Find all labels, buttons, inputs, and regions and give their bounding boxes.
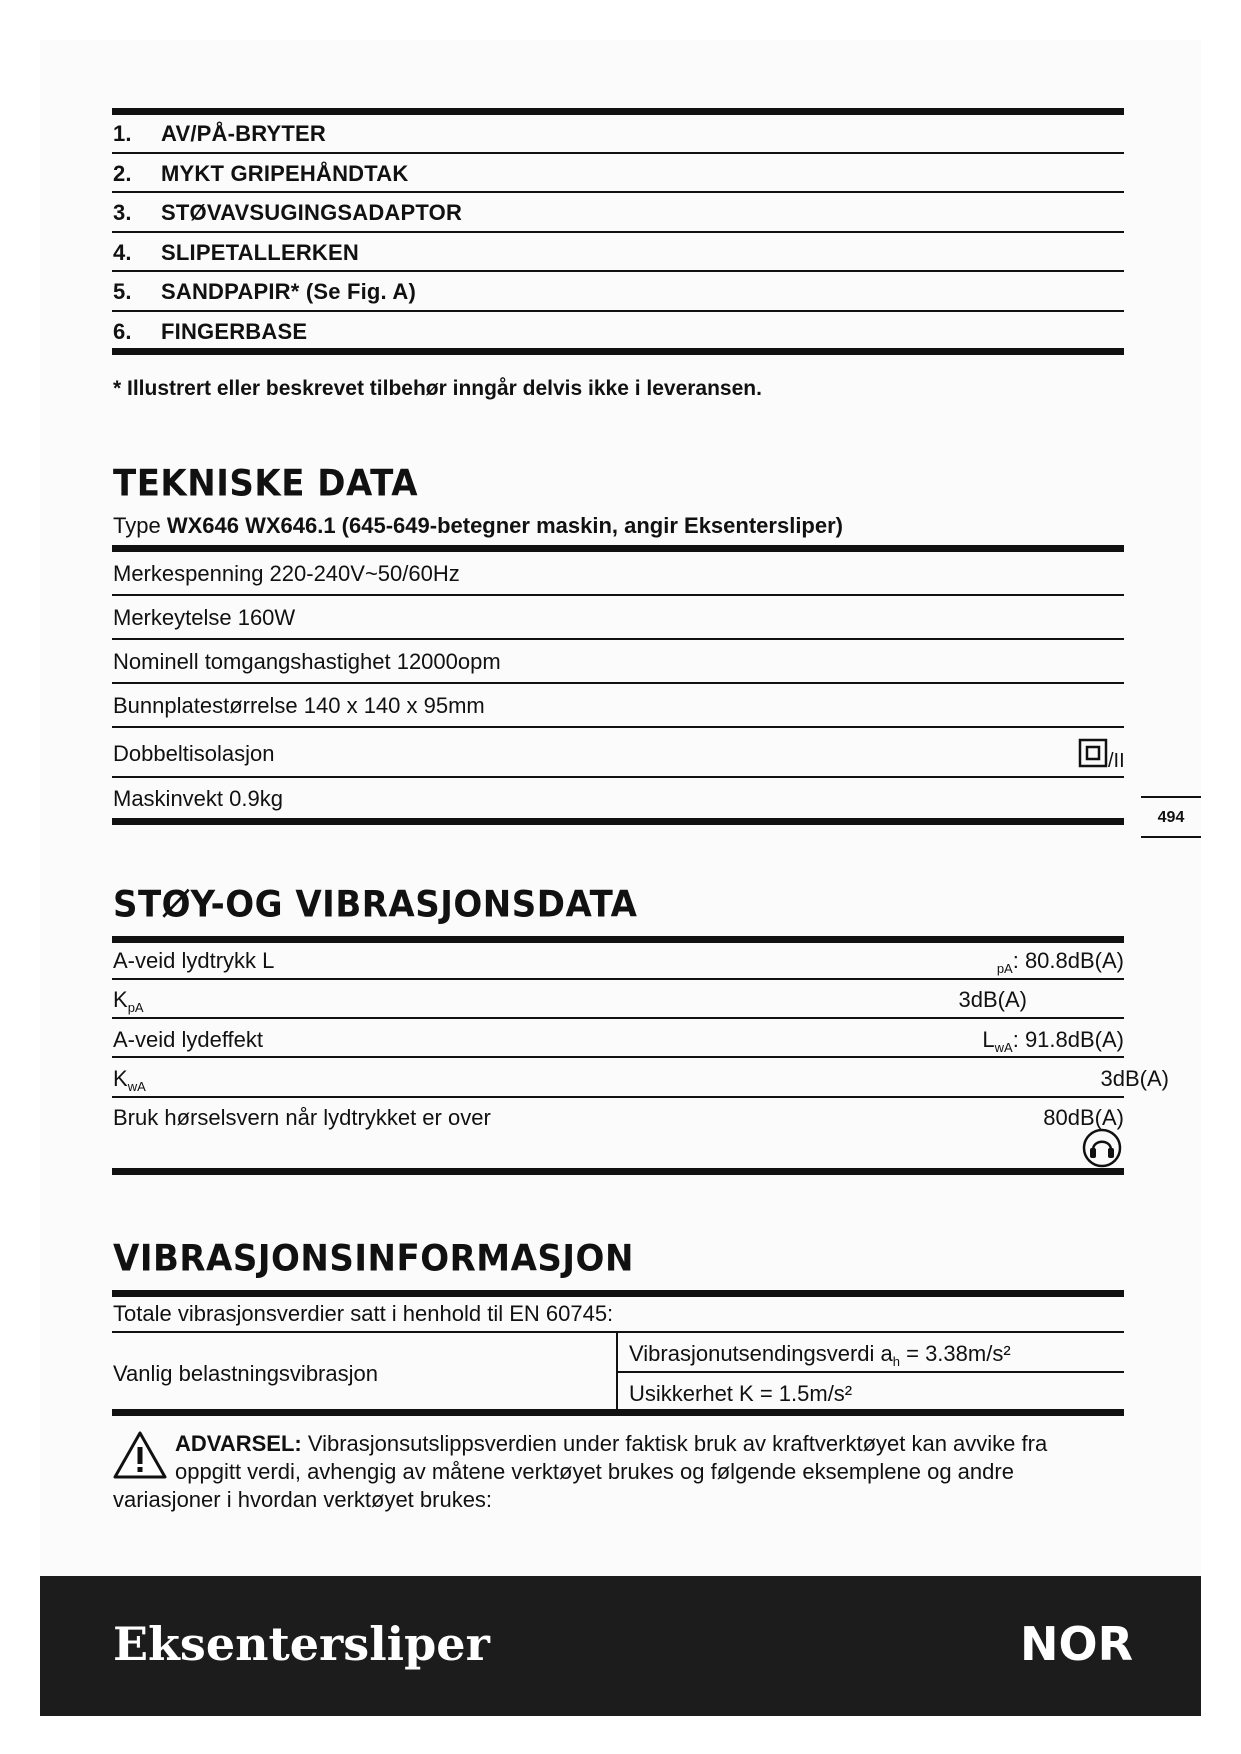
footer-bar (40, 1576, 1201, 1716)
divider (112, 1056, 1124, 1058)
warning-symbol (112, 1430, 168, 1485)
page-tab-line (1141, 836, 1201, 838)
divider (112, 1290, 1124, 1297)
divider (112, 348, 1124, 355)
divider (112, 191, 1124, 193)
kwa-label: $K_{wA}$ (113, 1066, 146, 1094)
double-insulation-class: /II (1108, 750, 1125, 772)
language-code: NOR (1019, 1617, 1133, 1671)
sound-power-label: A-veid lydeffekt (113, 1027, 264, 1052)
type-line: Type WX646 WX646.1 (645-649-betegner maskin, angir Eksentersliper) (113, 513, 843, 538)
divider (112, 776, 1124, 778)
vibration-emission-value: Vibrasjonutsendingsverdi $a_h = 3.38m/s^2$ (629, 1341, 1011, 1369)
rated-voltage: Merkespenning 220-240V~50/60Hz (113, 561, 460, 586)
divider (112, 978, 1124, 980)
divider (112, 1168, 1124, 1175)
divider (112, 818, 1124, 825)
divider (112, 231, 1124, 233)
double-insulation-symbol (1078, 738, 1108, 773)
kpa-value: 3dB(A) (958, 987, 1027, 1012)
divider (112, 152, 1124, 154)
part-item: 2. MYKT GRIPEHÅNDTAK (113, 161, 409, 186)
base-plate-size: Bunnplatestørrelse 140 x 140 x 95mm (113, 693, 485, 718)
divider (112, 545, 1124, 552)
no-load-speed: Nominell tomgangshastighet 12000opm (113, 649, 501, 674)
divider (112, 1096, 1124, 1098)
sound-pressure-value: $_{pA}$: 80.8dB(A) (996, 948, 1124, 976)
product-title: Eksentersliper (113, 1617, 490, 1671)
vibration-info-heading: VIBRASJONSINFORMASJON (113, 1237, 634, 1281)
kwa-value: 3dB(A) (1100, 1066, 1169, 1091)
divider (112, 108, 1124, 115)
machine-weight: Maskinvekt 0.9kg (113, 786, 283, 811)
part-item: 4. SLIPETALLERKEN (113, 240, 359, 265)
divider (112, 270, 1124, 272)
uncertainty-value: Usikkerhet K = 1.5m/s² (629, 1381, 853, 1406)
divider (112, 310, 1124, 312)
divider (112, 1017, 1124, 1019)
divider (112, 682, 1124, 684)
part-item: 3. STØVAVSUGINGSADAPTOR (113, 200, 463, 225)
sound-power-value: $L_{wA}$: 91.8dB(A) (982, 1027, 1124, 1055)
hearing-protection-value: 80dB(A) (1043, 1105, 1124, 1130)
part-item: 5. SANDPAPIR* (Se Fig. A) (113, 279, 416, 304)
part-item: 6. FINGERBASE (113, 319, 308, 344)
divider (112, 1409, 1124, 1416)
hearing-protection-symbol (1082, 1128, 1122, 1173)
divider (112, 936, 1124, 943)
kpa-label: $K_{pA}$ (113, 987, 144, 1015)
divider (112, 594, 1124, 596)
warning-line-3: variasjoner i hvordan verktøyet brukes: (113, 1487, 493, 1512)
warning-line-2: oppgitt verdi, avhengig av måtene verktøyet brukes og følgende eksemplene og andre (175, 1459, 1014, 1484)
warning-line-1: ADVARSEL: Vibrasjonsutslippsverdien under faktisk bruk av kraftverktøyet kan avvike fra (175, 1431, 1048, 1456)
ear-protection-icon (1082, 1128, 1122, 1168)
divider (617, 1371, 1124, 1373)
page-number: 494 (1157, 809, 1185, 826)
divider (112, 1331, 1124, 1333)
vibration-total-line: Totale vibrasjonsverdier satt i henhold til EN 60745: (113, 1301, 614, 1326)
divider (112, 726, 1124, 728)
double-insulation-icon (1078, 738, 1108, 768)
sound-pressure-label: A-veid lydtrykk L (113, 948, 275, 973)
accessory-note: * Illustrert eller beskrevet tilbehør inngår delvis ikke i leveransen. (113, 377, 762, 400)
part-item: 1. AV/PÅ-BRYTER (113, 121, 326, 146)
warning-icon (112, 1430, 168, 1480)
normal-load-vibration-label: Vanlig belastningsvibrasjon (113, 1361, 378, 1386)
technical-data-heading: TEKNISKE DATA (113, 462, 419, 506)
hearing-protection-label: Bruk hørselsvern når lydtrykket er over (113, 1105, 491, 1130)
noise-vibration-heading: STØY-OG VIBRASJONSDATA (113, 883, 638, 927)
divider (112, 638, 1124, 640)
page-tab-line (1141, 796, 1201, 798)
rated-power: Merkeytelse 160W (113, 605, 296, 630)
double-insulation: Dobbeltisolasjon (113, 741, 275, 766)
